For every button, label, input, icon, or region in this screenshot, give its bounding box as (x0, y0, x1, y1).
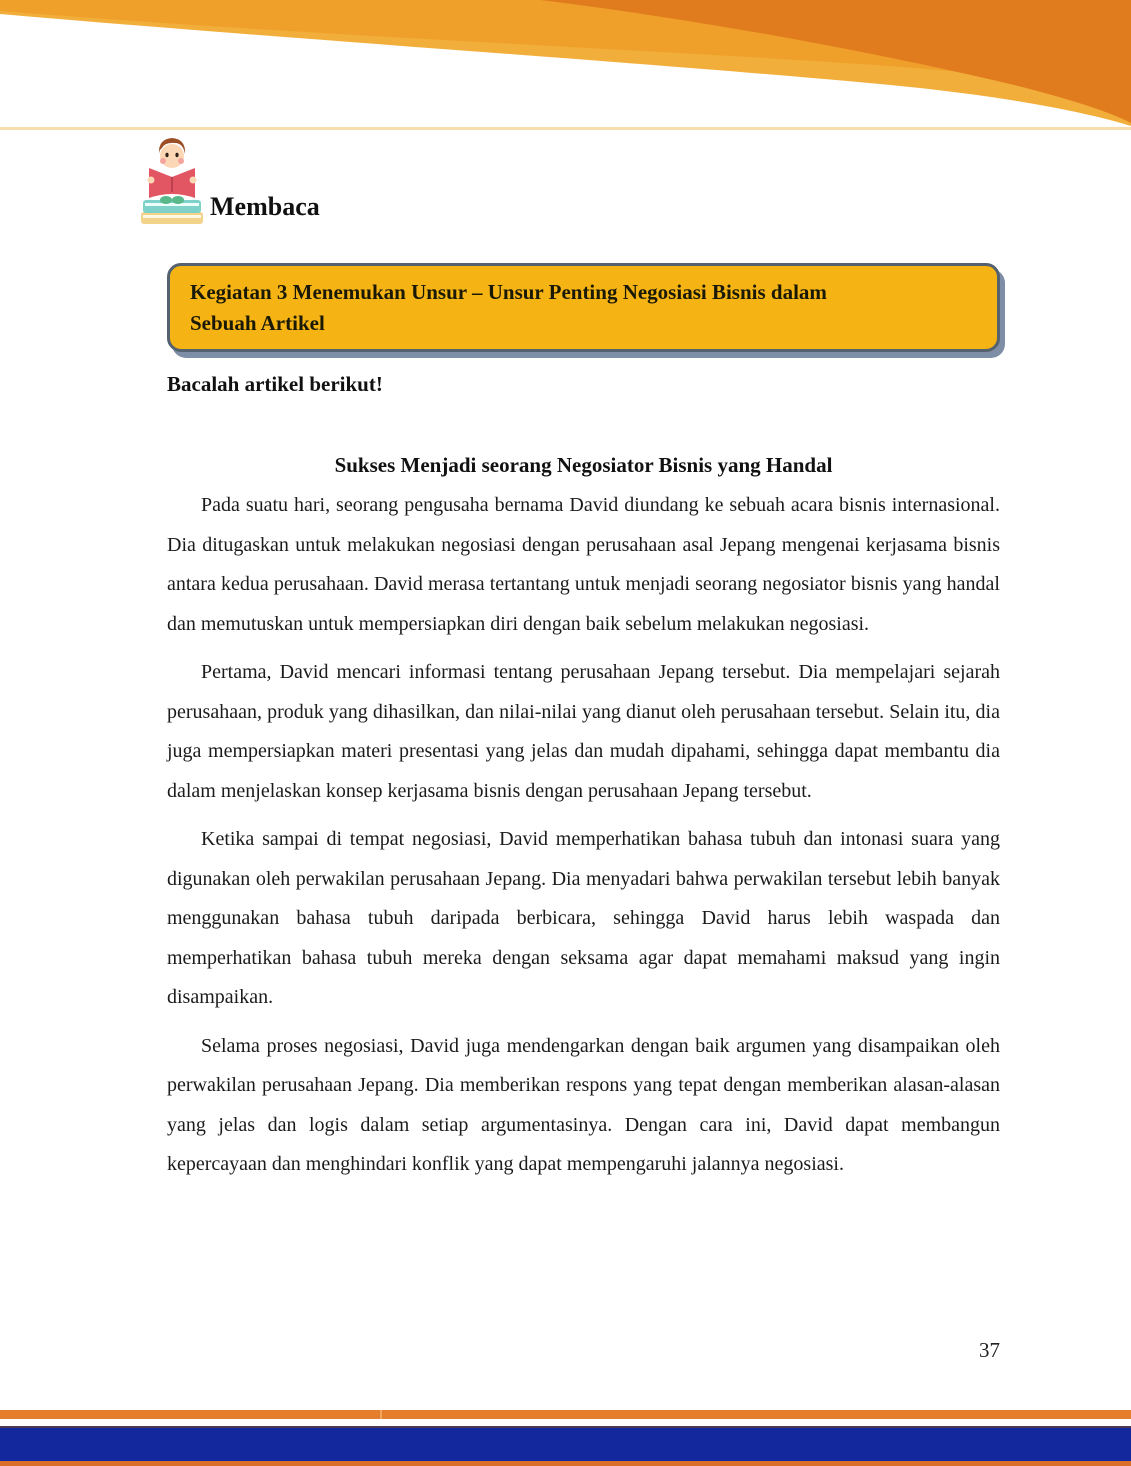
article-paragraph-2: Pertama, David mencari informasi tentang perusahaan Jepang tersebut. Dia mempelajari sejarah perusahaan, produk yang dihasilkan, dan nilai-nilai yang dianut oleh perusahaan tersebut. Selain itu, dia juga mempersiapkan materi presentasi yang jelas dan mudah dipahami, sehingga dapat membantu dia dalam menjelaskan konsep kerjasama bisnis dengan perusahaan Jepang tersebut. (167, 661, 1000, 802)
footer-white-gap (0, 1419, 1131, 1426)
article-paragraph-3: Ketika sampai di tempat negosiasi, David memperhatikan bahasa tubuh dan intonasi suara yang digunakan oleh perwakilan perusahaan Jepang. Dia menyadari bahwa perwakilan tersebut lebih banyak menggunakan bahasa tubuh daripada berbicara, sehingga David harus lebih waspada dan memperhatikan bahasa tubuh mereka dengan seksama agar dapat memahami maksud yang ingin disampaikan. (167, 828, 1000, 1008)
activity-title-line-1: Kegiatan 3 Menemukan Unsur – Unsur Penting Negosiasi Bisnis dalam (190, 280, 827, 304)
footer-band-notch (380, 1410, 382, 1419)
footer (0, 1410, 1131, 1466)
instruction-text: Bacalah artikel berikut! (167, 372, 383, 396)
reading-child-icon (139, 134, 205, 226)
footer-bottom-orange-line (0, 1461, 1131, 1466)
footer-blue-band (0, 1428, 1131, 1461)
article-title: Sukses Menjadi seorang Negosiator Bisnis yang Handal (334, 453, 833, 477)
activity-title-line-2: Sebuah Artikel (190, 311, 325, 335)
section-heading: Membaca (210, 192, 320, 221)
article-paragraph-4: Selama proses negosiasi, David juga mendengarkan dengan baik argumen yang disampaikan oleh perwakilan perusahaan Jepang. Dia memberikan respons yang tepat dengan memberikan alasan-alasan yang jelas dan logis dalam setiap argumentasinya. Dengan cara ini, David dapat membangun kepercayaan dan menghindari konflik yang dapat mempengaruhi jalannya negosiasi. (167, 1034, 1000, 1175)
article-body (167, 486, 1000, 1194)
header-swoosh-art (0, 0, 1131, 130)
footer-orange-band (0, 1410, 1131, 1419)
activity-title-box (167, 263, 1000, 352)
article-paragraph-1: Pada suatu hari, seorang pengusaha bernama David diundang ke sebuah acara bisnis internasional. Dia ditugaskan untuk melakukan negosiasi dengan perusahaan asal Jepang mengenai kerjasama bisnis antara kedua perusahaan. David merasa tertantang untuk menjadi seorang negosiator bisnis yang handal dan memutuskan untuk mempersiapkan diri dengan baik sebelum melakukan negosiasi. (167, 494, 1000, 635)
header-divider-line (0, 127, 1131, 130)
book-teal (143, 200, 201, 213)
page-number: 37 (979, 1338, 1000, 1362)
